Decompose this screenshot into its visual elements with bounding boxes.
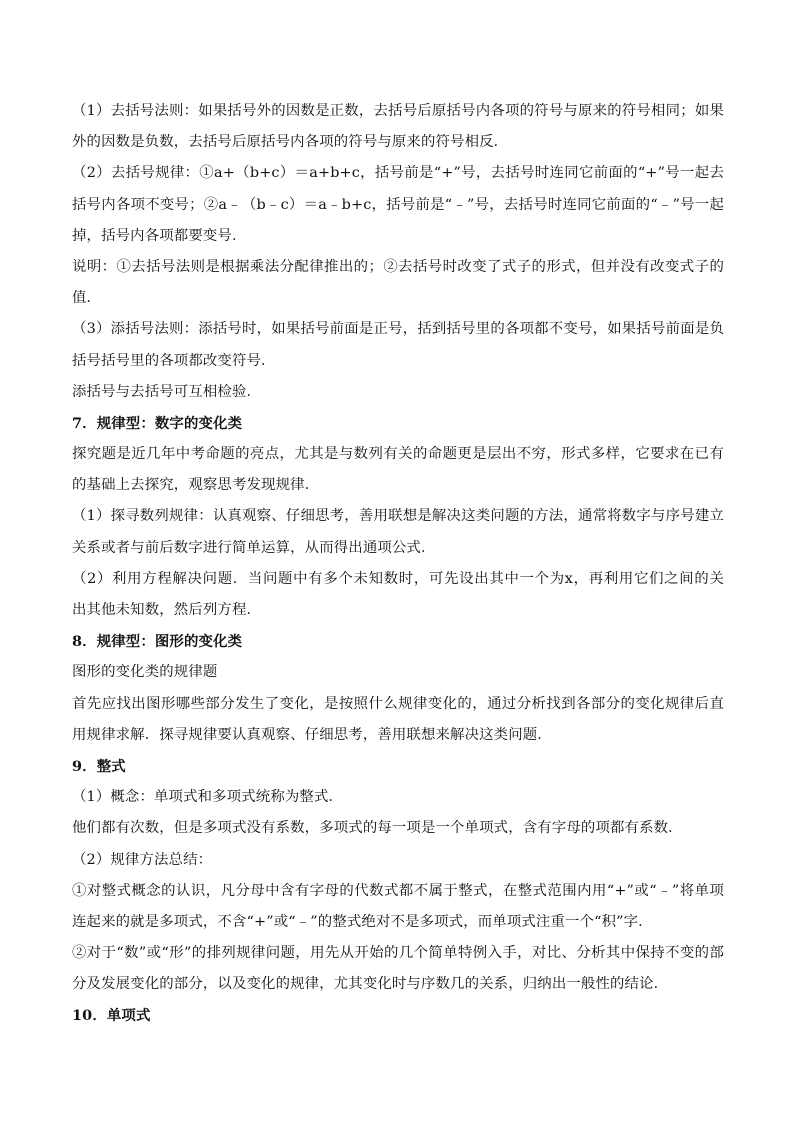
text-line: 用规律求解．探寻规律要认真观察、仔细思考，善用联想来解决这类问题． — [72, 726, 552, 743]
text-line: ②对于“数”或“形”的排列规律问题，用先从开始的几个简单特例入手，对比、分析其中保持不变的部 — [72, 945, 724, 962]
document-page — [72, 96, 724, 1032]
section-heading: 10．单项式 — [72, 1007, 151, 1025]
text-line: 关系或者与前后数字进行简单运算，从而得出通项公式． — [72, 539, 436, 556]
text-line: 图形的变化类的规律题 — [72, 664, 218, 681]
text-line: 首先应找出图形哪些部分发生了变化，是按照什么规律变化的，通过分析找到各部分的变化规律后直 — [72, 695, 724, 712]
section-heading: 9．整式 — [72, 757, 126, 775]
text-line: （2）利用方程解决问题．当问题中有多个未知数时，可先设出其中一个为x，再利用它们之间的关 — [72, 570, 724, 587]
text-line: （1）去括号法则：如果括号外的因数是正数，去括号后原括号内各项的符号与原来的符号相同；如果 — [72, 103, 724, 119]
text-line: （3）添括号法则：添括号时，如果括号前面是正号，括到括号里的各项都不变号，如果括号前面是负 — [72, 321, 724, 338]
text-line: 出其他未知数，然后列方程． — [72, 602, 262, 618]
text-line: 连起来的就是多项式，不含“+”或“﹣”的整式绝对不是多项式，而单项式注重一个“积”字． — [72, 913, 653, 930]
text-line: 添括号与去括号可互相检验． — [72, 383, 262, 400]
text-line: 分及发展变化的部分，以及变化的规律，尤其变化时与序数几的关系，归纳出一般性的结论． — [72, 976, 669, 993]
text-line: 的基础上去探究，观察思考发现规律． — [72, 477, 320, 494]
text-line: 探究题是近几年中考命题的亮点，尤其是与数列有关的命题更是层出不穷，形式多样，它要求在已有 — [72, 446, 724, 463]
text-line: ①对整式概念的认识，凡分母中含有字母的代数式都不属于整式，在整式范围内用“+”或“﹣”将单项 — [72, 882, 724, 899]
text-line: （2）去括号规律：①a+（b+c）＝a+b+c，括号前是“+”号，去括号时连同它前面的“+”号一起去 — [72, 165, 724, 182]
text-line: （1）探寻数列规律：认真观察、仔细思考，善用联想是解决这类问题的方法，通常将数字与序号建立 — [72, 508, 724, 525]
text-line: 值． — [72, 290, 102, 307]
text-line: 说明：①去括号法则是根据乘法分配律推出的；②去括号时改变了式子的形式，但并没有改变式子的 — [72, 258, 724, 275]
section-heading: 8．规律型：图形的变化类 — [72, 633, 243, 651]
text-line: （2）规律方法总结： — [72, 851, 213, 868]
text-line: 他们都有次数，但是多项式没有系数，多项式的每一项是一个单项式，含有字母的项都有系数． — [72, 820, 683, 837]
text-line: 括号内各项不变号；②a﹣（b﹣c）＝a﹣b+c，括号前是“﹣”号，去括号时连同它前面的“﹣”号一起 — [72, 196, 724, 213]
text-line: 外的因数是负数，去括号后原括号内各项的符号与原来的符号相反． — [72, 134, 509, 151]
text-line: （1）概念：单项式和多项式统称为整式． — [72, 789, 344, 806]
document-body — [72, 96, 724, 1032]
text-line: 掉，括号内各项都要变号． — [72, 227, 247, 244]
text-line: 括号括号里的各项都改变符号． — [72, 352, 276, 369]
section-heading: 7．规律型：数字的变化类 — [72, 414, 243, 432]
